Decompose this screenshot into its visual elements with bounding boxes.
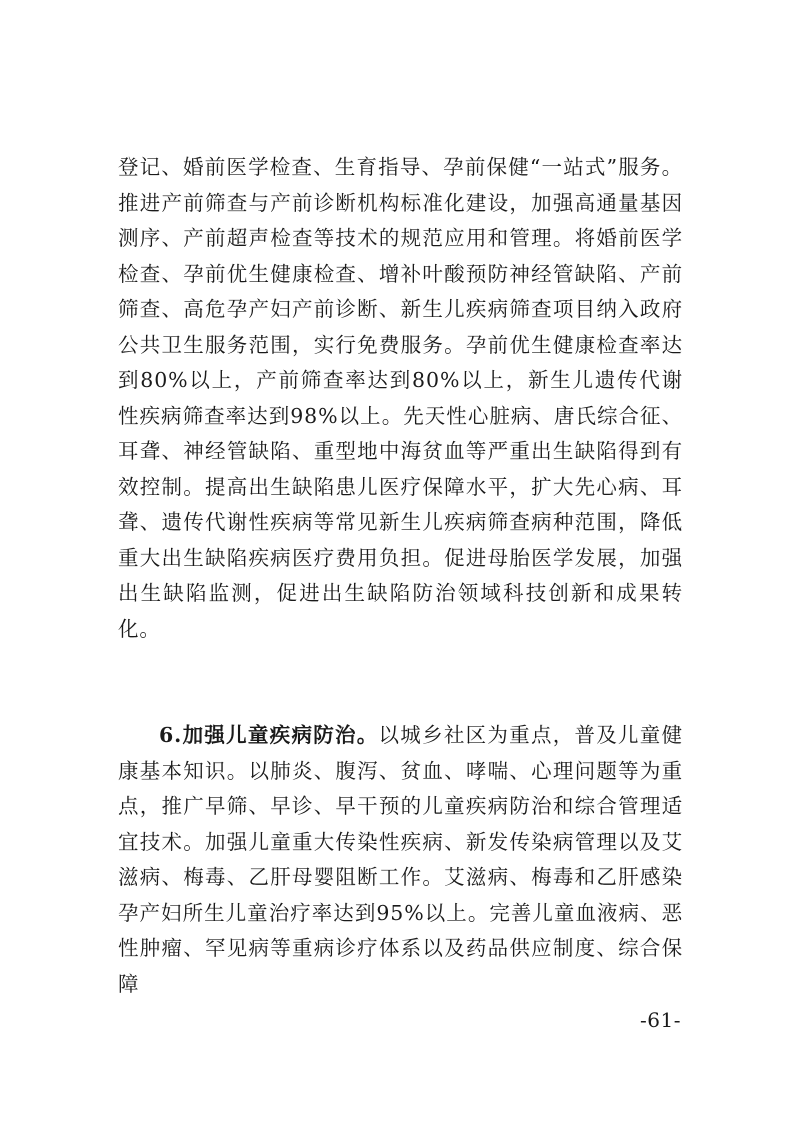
section-heading: 6.加强儿童疾病防治。 xyxy=(159,723,379,747)
page-number: -61- xyxy=(640,1008,681,1032)
paragraph-birth-defects: 登记、婚前医学检查、生育指导、孕前保健“一站式”服务。推进产前筛查与产前诊断机构标准化建设，加强高通量基因测序、产前超声检查等技术的规范应用和管理。将婚前医学检查、孕前优生健康检查、增补叶酸预防神经管缺陷、产前筛查、高危孕产妇产前诊断、新生儿疾病筛查项目纳入政府公共卫生服务范围，实行免费服务。孕前优生健康检查率达到80%以上，产前筛查率达到80%以上，新生儿遗传代谢性疾病筛查率达到98%以上。先天性心脏病、唐氏综合征、耳聋、神经管缺陷、重型地中海贫血等严重出生缺陷得到有效控制。提高出生缺陷患儿医疗保障水平，扩大先心病、耳聋、遗传代谢性疾病等常见新生儿疾病筛查病种范围，降低重大出生缺陷疾病医疗费用负担。促进母胎医学发展，加强出生缺陷监测，促进出生缺陷防治领域科技创新和成果转化。 xyxy=(118,155,683,641)
paragraph-child-disease-prevention xyxy=(118,718,683,1002)
section-body: 以城乡社区为重点，普及儿童健康基本知识。以肺炎、腹泻、贫血、哮喘、心理问题等为重点，推广早筛、早诊、早干预的儿童疾病防治和综合管理适宜技术。加强儿童重大传染性疾病、新发传染病管理以及艾滋病、梅毒、乙肝母婴阻断工作。艾滋病、梅毒和乙肝感染孕产妇所生儿童治疗率达到95%以上。完善儿童血液病、恶性肿瘤、罕见病等重病诊疗体系以及药品供应制度、综合保障 xyxy=(118,723,683,996)
